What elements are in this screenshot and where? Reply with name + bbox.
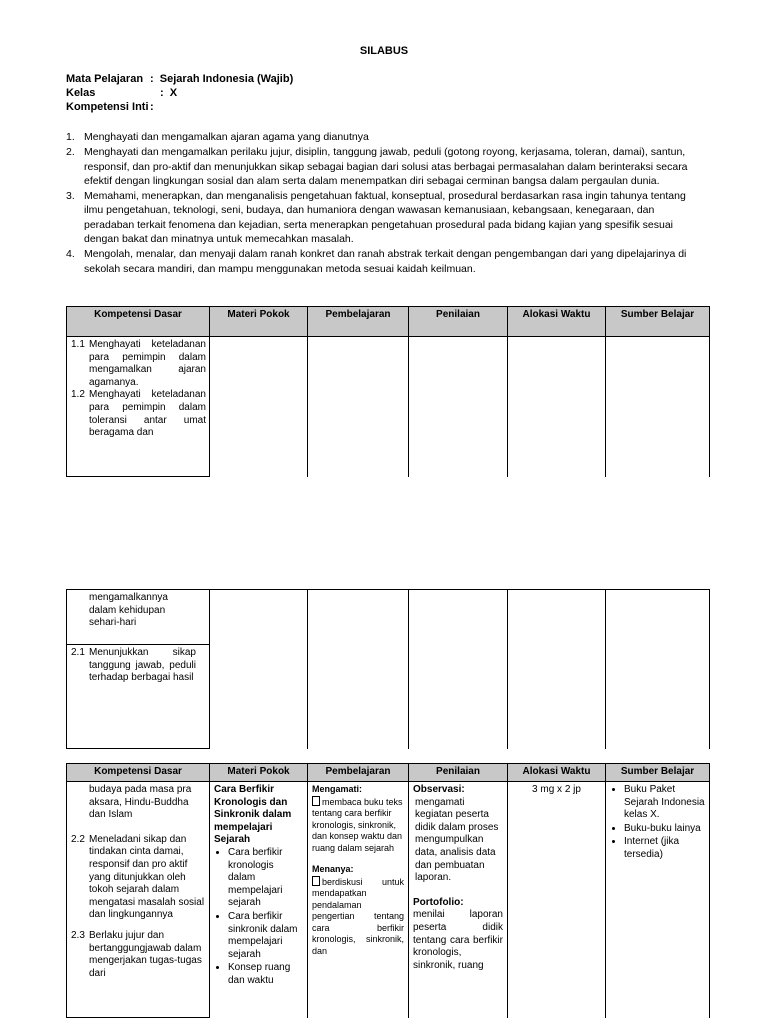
sumber-item: • Buku Paket Sejarah Indonesia kelas X. [624,784,705,822]
alokasi-cell [508,337,606,477]
materi-cell [210,782,308,1018]
kd-cell [67,782,210,1018]
header-penilaian: Penilaian [409,307,508,337]
ki-text: Menghayati dan mengamalkan perilaku jujur, disiplin, tanggung jawab, peduli (gotong royong, kerjasama, toleran, damai), santun, responsif, dan pro-aktif dan menunjukkan sikap sebagai bagian dari solusi atas berbagai permasalahan dalam berinteraksi secara efektif dengan lingkungan sosial dan alam serta dalam menempatkan diri sebagai cerminan bangsa dalam pergaulan dunia. [84,146,688,187]
penilaian-cell [409,590,508,749]
meta-ki [66,100,154,114]
header-alokasi-waktu: Alokasi Waktu [508,307,606,337]
silabus-table-3 [66,763,710,1018]
pembelajaran-cell [308,337,409,477]
kd-continued-text: budaya pada masa pra aksara, Hindu-Buddha dan Islam [89,784,192,821]
portofolio-label: Portofolio: [413,896,464,908]
ki-item [66,247,706,276]
ki-text: Menghayati dan mengamalkan ajaran agama yang dianutnya [84,131,369,143]
kd-cell [67,337,210,477]
kd-continued-text: mengamalkannya dalam kehidupan sehari-hari [89,592,168,629]
materi-list [214,847,303,988]
header-sumber-belajar: Sumber Belajar [606,764,710,782]
alokasi-cell [508,590,606,749]
kd-number: 2.2 [71,833,85,845]
sumber-list [610,784,705,862]
meta-ki-sep: : [150,101,154,113]
header-materi-pokok: Materi Pokok [210,307,308,337]
kompetensi-inti-list [66,130,706,277]
portofolio-text: menilai laporan peserta didik tentang cara berfikir kronologis, sinkronik, ruang [413,909,503,971]
kd-item [71,389,206,439]
materi-item: • Cara berfikir kronologis dalam mempelajari sejarah [228,847,303,910]
materi-title: Cara Berfikir Kronologis dan Sinkronik dalam mempelajari Sejarah [214,784,292,846]
ki-item [66,130,706,144]
pembelajaran-cell [308,782,409,1018]
meta-class-value: X [169,87,178,99]
ki-item [66,189,706,246]
penilaian-cell [409,337,508,477]
sumber-item: • Internet (jika tersedia) [624,836,705,861]
kd-item [71,834,206,922]
header-alokasi-waktu: Alokasi Waktu [508,764,606,782]
ki-number: 1. [66,131,75,143]
observasi-text: mengamati kegiatan peserta didik dalam proses mengumpulkan data, analisis data dan pembuatan laporan. [415,796,499,884]
meta-subject-value: Sejarah Indonesia (Wajib) [159,73,294,85]
kd-cell [67,590,210,645]
materi-cell [210,337,308,477]
penilaian-cell [409,782,508,1018]
ki-number: 4. [66,248,75,261]
mengamati-text: membaca buku teks tentang cara berfikir kronologis, sinkronik, dan konsep waktu dan ruang dalam sejarah [312,796,403,853]
materi-item: • Konsep ruang dan waktu [228,962,303,987]
materi-item: • Cara berfikir sinkronik dalam mempelajari sejarah [228,911,303,961]
kd-text: Menghayati keteladanan para pemimpin dalam mengamalkan ajaran agamanya. [89,339,206,388]
observasi-label: Observasi: [413,784,465,795]
meta-subject-key: Mata Pelajaran [66,73,144,85]
header-kompetensi-dasar: Kompetensi Dasar [67,307,210,337]
kd-text: Menunjukkan sikap tanggung jawab, peduli terhadap berbagai hasil [89,647,196,684]
ki-number: 2. [66,146,75,159]
mengamati-label: Mengamati: [312,784,363,794]
ki-number: 3. [66,190,75,203]
sumber-cell [606,782,710,1018]
menanya-label: Menanya: [312,864,354,874]
meta-subject [66,72,293,86]
kd-text: Meneladani sikap dan tindakan cinta damai, responsif dan pro aktif yang ditunjukkan oleh tokoh sejarah dalam mengatasi masalah sosial dan lingkungannya [89,833,205,921]
kd-number: 1.2 [71,389,85,401]
meta-class-sep: : [160,87,164,99]
header-penilaian: Penilaian [409,764,508,782]
silabus-table-2 [66,589,710,749]
kd-item [71,339,206,389]
kd-text: Menghayati keteladanan para pemimpin dalam toleransi antar umat beragama dan [89,389,206,439]
kd-number: 2.1 [71,647,85,658]
header-pembelajaran: Pembelajaran [308,764,409,782]
sumber-cell [606,337,710,477]
kd-text: Berlaku jujur dan bertanggungjawab dalam mengerjakan tugas-tugas dari [89,929,202,979]
meta-ki-key: Kompetensi Inti [66,101,149,113]
kd-number: 1.1 [71,339,85,350]
header-materi-pokok: Materi Pokok [210,764,308,782]
header-pembelajaran: Pembelajaran [308,307,409,337]
checkbox-glyph-icon [312,876,320,886]
ki-text: Mengolah, menalar, dan menyaji dalam ranah konkret dan ranah abstrak terkait dengan pengembangan dari yang dipelajarinya di sekolah secara mandiri, dan mampu menggunakan metoda sesuai kaidah keilmuan. [84,248,687,275]
kd-item [71,930,206,980]
kd-item [71,647,206,685]
sumber-item: • Buku-buku lainya [624,823,705,836]
checkbox-glyph-icon [312,796,320,806]
silabus-table-1 [66,306,710,477]
pembelajaran-cell [308,590,409,749]
header-sumber-belajar: Sumber Belajar [606,307,710,337]
ki-item [66,145,706,188]
meta-class [66,86,177,100]
header-kompetensi-dasar: Kompetensi Dasar [67,764,210,782]
ki-text: Memahami, menerapkan, dan menganalisis pengetahuan faktual, konseptual, prosedural berdasarkan rasa ingin tahunya tentang ilmu pengetahuan, teknologi, seni, budaya, dan humaniora dengan wawasan kemanusiaan, kebangsaan, kenegaraan, dan peradaban terkait fenomena dan kejadian, serta menerapkan pengetahuan prosedural pada bidang kajian yang spesifik sesuai dengan bakat dan minatnya untuk memecahkan masalah. [84,190,686,246]
kd-number: 2.3 [71,929,85,941]
meta-class-key: Kelas [66,87,96,99]
alokasi-cell [508,782,606,1018]
meta-subject-sep: : [150,73,154,85]
alokasi-value: 3 mg x 2 jp [532,784,581,795]
sumber-cell [606,590,710,749]
kd-cell [67,645,210,749]
document-title: SILABUS [359,45,409,57]
menanya-text: berdiskusi untuk mendapatkan pendalaman pengertian tentang cara berfikir kronologis, sinkronik, dan [312,876,404,956]
materi-cell [210,590,308,749]
